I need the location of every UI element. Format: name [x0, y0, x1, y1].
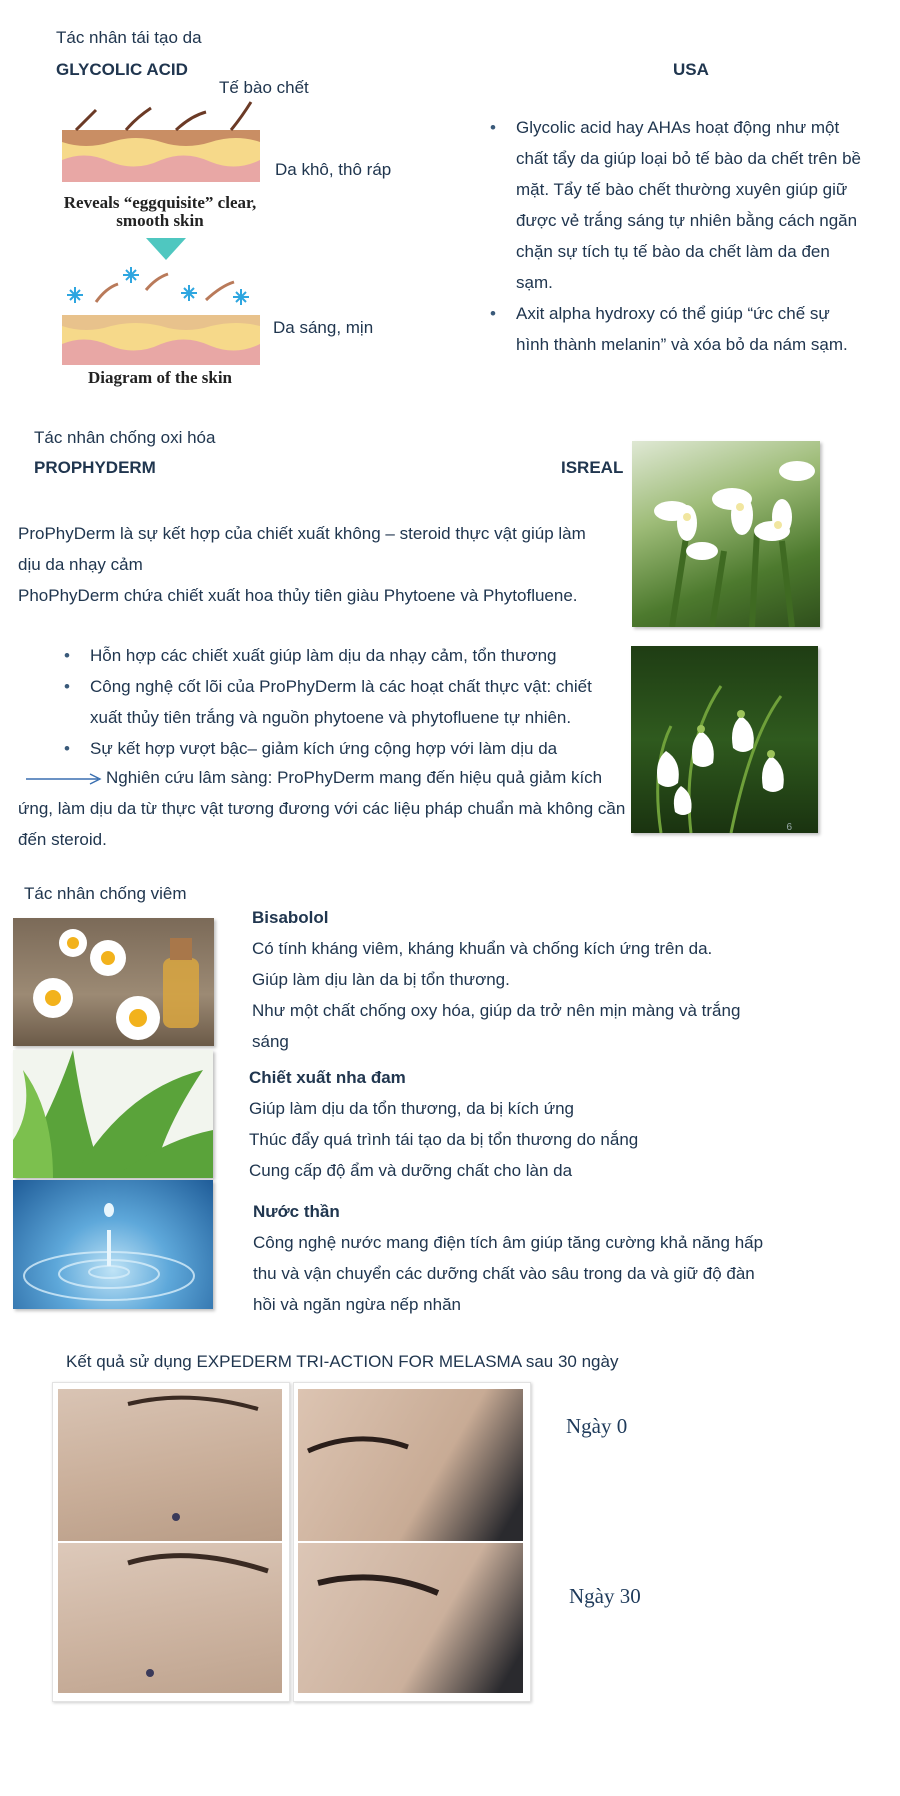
prophyderm-bullets	[90, 640, 616, 764]
bisabolol-line: Giúp làm dịu làn da bị tổn thương.	[252, 970, 510, 989]
aloe-line: Cung cấp độ ẩm và dưỡng chất cho làn da	[249, 1161, 573, 1180]
aloe-photo	[13, 1050, 213, 1178]
glycolic-bullet: • Axit alpha hydroxy có thể giúp “ức chế sự hình thành melanin” và xóa bỏ da nám sạm.	[516, 298, 862, 360]
aloe-line: Thúc đẩy quá trình tái tạo da bị tổn thương do nắng	[249, 1130, 639, 1149]
aloe-title: Chiết xuất nha đam	[249, 1068, 406, 1087]
skin-diagram-graphic	[56, 90, 266, 390]
prophyderm-category: Tác nhân chống oxi hóa	[34, 428, 216, 447]
aloe-graphic	[13, 1050, 213, 1178]
chamomile-photo	[13, 918, 214, 1046]
glycolic-origin: USA	[673, 60, 709, 79]
water-drop-graphic	[13, 1180, 213, 1309]
diagram-label-dead-cells: Tế bào chết	[219, 78, 309, 97]
results-title: Kết quả sử dụng EXPEDERM TRI-ACTION FOR MELASMA sau 30 ngày	[66, 1352, 619, 1371]
bisabolol-line: Có tính kháng viêm, kháng khuẩn và chống kích ứng trên da.	[252, 939, 713, 958]
daffodil-graphic	[632, 441, 820, 627]
bisabolol-block	[252, 902, 772, 1057]
aloe-line: Giúp làm dịu da tổn thương, da bị kích ứng	[249, 1099, 574, 1118]
eye-graphic	[298, 1543, 523, 1693]
result-photo-left-day0	[58, 1389, 282, 1541]
eye-graphic	[298, 1389, 523, 1541]
snowdrop-photo	[631, 646, 818, 833]
glycolic-name: GLYCOLIC ACID	[56, 60, 188, 79]
clinical-text: Nghiên cứu lâm sàng: ProPhyDerm mang đến hiệu quả giảm kích ứng, làm dịu da từ thực vật tương đương với các liệu pháp chuẩn mà không cần đến steroid.	[18, 768, 626, 849]
chamomile-graphic	[13, 918, 214, 1046]
photo-mark: 6	[786, 822, 792, 833]
water-block	[253, 1196, 778, 1320]
anti-inflammatory-category: Tác nhân chống viêm	[24, 884, 187, 903]
diagram-reveals-text: Reveals “eggquisite” clear, smooth skin	[63, 193, 257, 230]
glycolic-bullets	[516, 112, 862, 360]
prophyderm-intro-2: PhoPhyDerm chứa chiết xuất hoa thủy tiên giàu Phytoene và Phytofluene.	[18, 586, 578, 605]
snowdrop-graphic	[631, 646, 818, 833]
diagram-label-smooth: Da sáng, mịn	[273, 318, 374, 337]
result-photo-left-day30	[58, 1543, 282, 1693]
result-photo-right-day30	[298, 1543, 523, 1693]
prophyderm-name: PROPHYDERM	[34, 458, 156, 477]
prophyderm-intro-1: ProPhyDerm là sự kết hợp của chiết xuất không – steroid thực vật giúp làm dịu da nhạy cảm	[18, 524, 586, 574]
skin-diagram	[56, 90, 266, 390]
result-photo-right-day0	[298, 1389, 523, 1541]
glycolic-category: Tác nhân tái tạo da	[56, 28, 202, 47]
diagram-caption: Diagram of the skin	[87, 368, 233, 387]
glycolic-bullet: • Glycolic acid hay AHAs hoạt động như một chất tẩy da giúp loại bỏ tế bào da chết trên bề mặt. Tẩy tế bào chết thường xuyên giúp giữ được vẻ trắng sáng tự nhiên bằng cách ngăn chặn sự tích tụ tế bào da chết làm da đen sạm.	[516, 112, 862, 298]
prophyderm-clinical	[18, 762, 626, 855]
water-title: Nước thần	[253, 1202, 340, 1221]
bisabolol-line: Như một chất chống oxy hóa, giúp da trở nên mịn màng và trắng sáng	[252, 1001, 741, 1051]
bisabolol-title: Bisabolol	[252, 908, 329, 927]
prophyderm-bullet: • Sự kết hợp vượt bậc– giảm kích ứng cộng hợp với làm dịu da	[90, 733, 616, 764]
prophyderm-origin: ISREAL	[561, 458, 624, 477]
results-day0-label: Ngày 0	[566, 1414, 628, 1438]
water-drop-photo	[13, 1180, 213, 1309]
eye-graphic	[58, 1389, 282, 1541]
results-day30-label: Ngày 30	[569, 1584, 641, 1608]
diagram-label-dry: Da khô, thô ráp	[275, 160, 392, 179]
prophyderm-bullet: • Hỗn hợp các chiết xuất giúp làm dịu da nhạy cảm, tổn thương	[90, 640, 616, 671]
prophyderm-bullet: • Công nghệ cốt lõi của ProPhyDerm là các hoạt chất thực vật: chiết xuất thủy tiên trắng và nguồn phytoene và phytofluene tự nhiên.	[90, 671, 616, 733]
water-line: Công nghệ nước mang điện tích âm giúp tăng cường khả năng hấp thu và vận chuyển các dưỡng chất vào sâu trong da và giữ độ đàn hồi và ngăn ngừa nếp nhăn	[253, 1233, 764, 1314]
aloe-block	[249, 1062, 769, 1186]
eye-graphic	[58, 1543, 282, 1693]
daffodil-photo	[632, 441, 820, 627]
